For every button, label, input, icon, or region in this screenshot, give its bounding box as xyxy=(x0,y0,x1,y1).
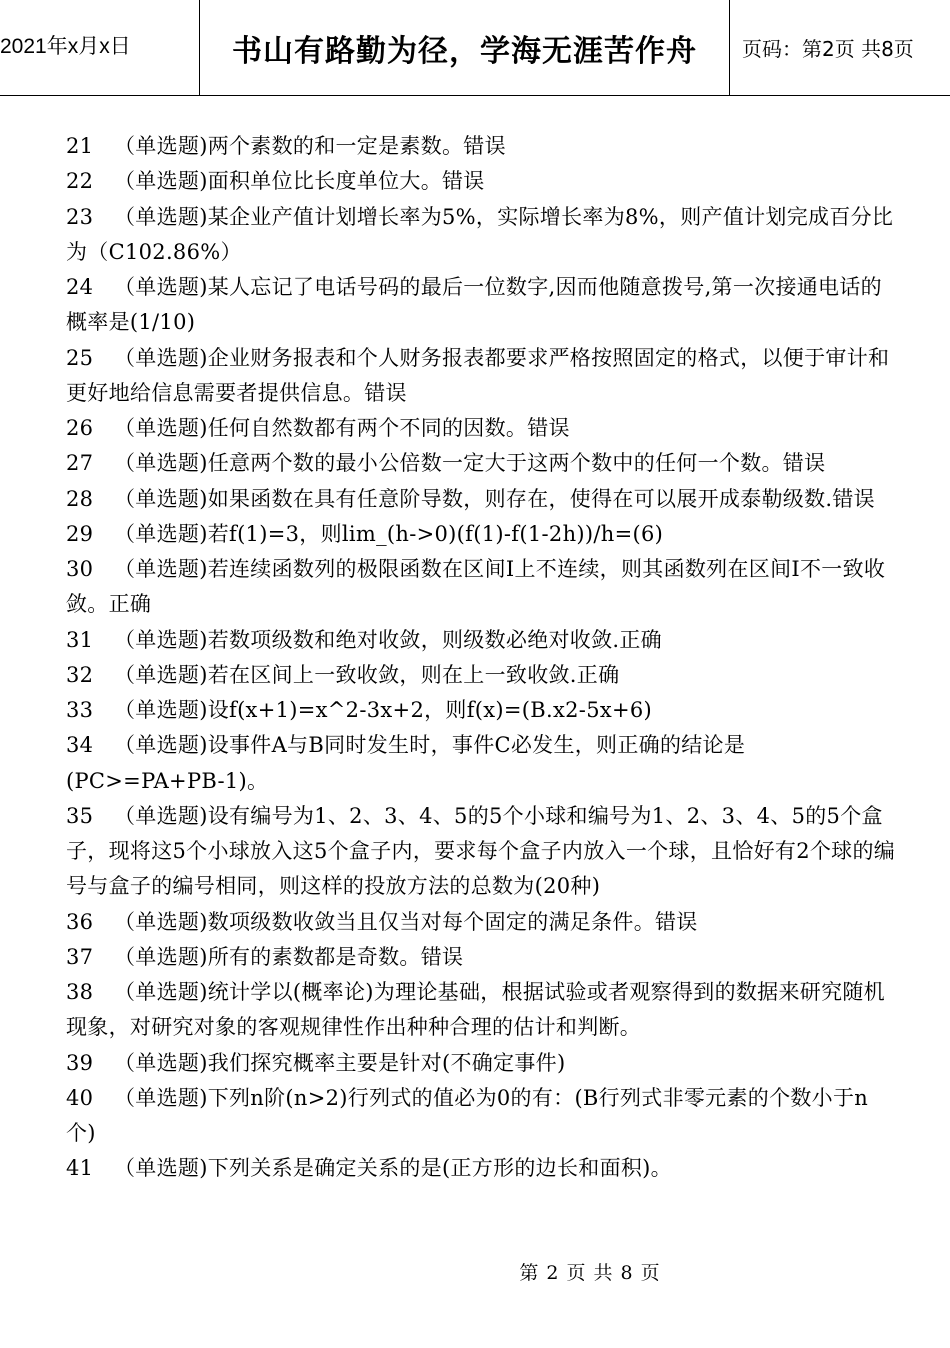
question-text: （单选题)任何自然数都有两个不同的因数。错误 xyxy=(114,416,570,440)
question-item xyxy=(66,1151,896,1186)
question-item xyxy=(66,975,896,1046)
header-page-info: 页码：第2页 共8页 xyxy=(742,37,914,61)
question-text: （单选题)我们探究概率主要是针对(不确定事件) xyxy=(114,1050,566,1075)
question-item xyxy=(66,1046,896,1081)
question-item xyxy=(66,446,896,481)
question-item xyxy=(66,799,896,905)
question-text: （单选题)若f(1)=3，则lim_(h->0)(f(1)-f(1-2h))/h=(6) xyxy=(114,521,664,546)
question-text: （单选题)设有编号为1、2、3、4、5的5个小球和编号为1、2、3、4、5的5个盒子，现将这5个小球放入这5个盒子内，要求每个盒子内放入一个球，且恰好有2个球的编号与盒子的编号相同，则这样的投放方法的总数为(20种) xyxy=(66,803,896,899)
question-text: （单选题)设f(x+1)=x^2-3x+2，则f(x)=(B.x2-5x+6) xyxy=(114,698,653,722)
question-text: （单选题)下列关系是确定关系的是(正方形的边长和面积)。 xyxy=(114,1156,672,1181)
question-text: （单选题)某企业产值计划增长率为5%，实际增长率为8%，则产值计划完成百分比为（C102.86%） xyxy=(66,204,894,264)
question-text: （单选题)面积单位比长度单位大。错误 xyxy=(114,169,485,194)
question-text: （单选题)若在区间上一致收敛，则在上一致收敛.正确 xyxy=(114,662,620,687)
question-item xyxy=(66,623,896,658)
question-item xyxy=(66,164,896,199)
question-number: 23 xyxy=(66,204,94,229)
question-item xyxy=(66,1081,896,1152)
question-text: （单选题)某人忘记了电话号码的最后一位数字,因而他随意拨号,第一次接通电话的概率是(1/10) xyxy=(66,275,882,335)
question-number: 33 xyxy=(66,698,94,722)
question-text: （单选题)数项级数收敛当且仅当对每个固定的满足条件。错误 xyxy=(114,909,698,934)
question-number: 32 xyxy=(66,662,94,687)
question-item xyxy=(66,552,896,623)
question-number: 35 xyxy=(66,803,94,828)
question-number: 21 xyxy=(66,134,94,158)
question-item xyxy=(66,728,896,799)
question-item xyxy=(66,200,896,271)
page-header xyxy=(0,0,950,96)
question-number: 28 xyxy=(66,486,94,511)
question-item xyxy=(66,658,896,693)
question-item xyxy=(66,482,896,517)
question-text: （单选题)设事件A与B同时发生时，事件C必发生，则正确的结论是(PC>=PA+PB-1)。 xyxy=(66,733,746,793)
question-text: （单选题)两个素数的和一定是素数。错误 xyxy=(114,134,506,158)
question-item xyxy=(66,270,896,341)
question-number: 36 xyxy=(66,909,94,934)
question-text: （单选题)企业财务报表和个人财务报表都要求严格按照固定的格式，以便于审计和更好地给信息需要者提供信息。错误 xyxy=(66,345,890,405)
question-list xyxy=(66,129,896,1187)
question-item xyxy=(66,940,896,975)
question-text: （单选题)若连续函数列的极限函数在区间I上不连续，则其函数列在区间I不一致收敛。正确 xyxy=(66,557,886,617)
question-item xyxy=(66,411,896,446)
question-number: 37 xyxy=(66,944,94,969)
question-text: （单选题)若数项级数和绝对收敛，则级数必绝对收敛.正确 xyxy=(114,627,662,652)
question-item xyxy=(66,129,896,164)
question-number: 22 xyxy=(66,169,94,194)
question-item xyxy=(66,693,896,728)
question-text: （单选题)所有的素数都是奇数。错误 xyxy=(114,944,464,969)
question-number: 39 xyxy=(66,1050,94,1075)
page-footer: 第 2 页 共 8 页 xyxy=(519,1262,661,1284)
question-number: 29 xyxy=(66,521,94,546)
header-motto: 书山有路勤为径，学海无涯苦作舟 xyxy=(200,0,730,95)
question-text: （单选题)统计学以(概率论)为理论基础，根据试验或者观察得到的数据来研究随机现象，对研究对象的客观规律性作出种种合理的估计和判断。 xyxy=(66,980,885,1040)
question-item xyxy=(66,905,896,940)
question-item xyxy=(66,341,896,412)
question-number: 30 xyxy=(66,557,94,581)
question-number: 27 xyxy=(66,451,94,476)
question-text: （单选题)如果函数在具有任意阶导数，则存在，使得在可以展开成泰勒级数.错误 xyxy=(114,486,875,511)
question-number: 31 xyxy=(66,627,94,652)
question-number: 34 xyxy=(66,733,94,758)
question-text: （单选题)任意两个数的最小公倍数一定大于这两个数中的任何一个数。错误 xyxy=(114,451,826,476)
question-item xyxy=(66,517,896,552)
question-number: 25 xyxy=(66,345,94,370)
question-number: 26 xyxy=(66,416,94,440)
question-number: 24 xyxy=(66,275,94,299)
question-number: 40 xyxy=(66,1085,94,1110)
question-number: 38 xyxy=(66,980,94,1004)
question-text: （单选题)下列n阶(n>2)行列式的值必为0的有：(B行列式非零元素的个数小于n个) xyxy=(66,1085,869,1145)
header-date: 2021年x月x日 xyxy=(0,0,200,95)
question-number: 41 xyxy=(66,1156,94,1181)
